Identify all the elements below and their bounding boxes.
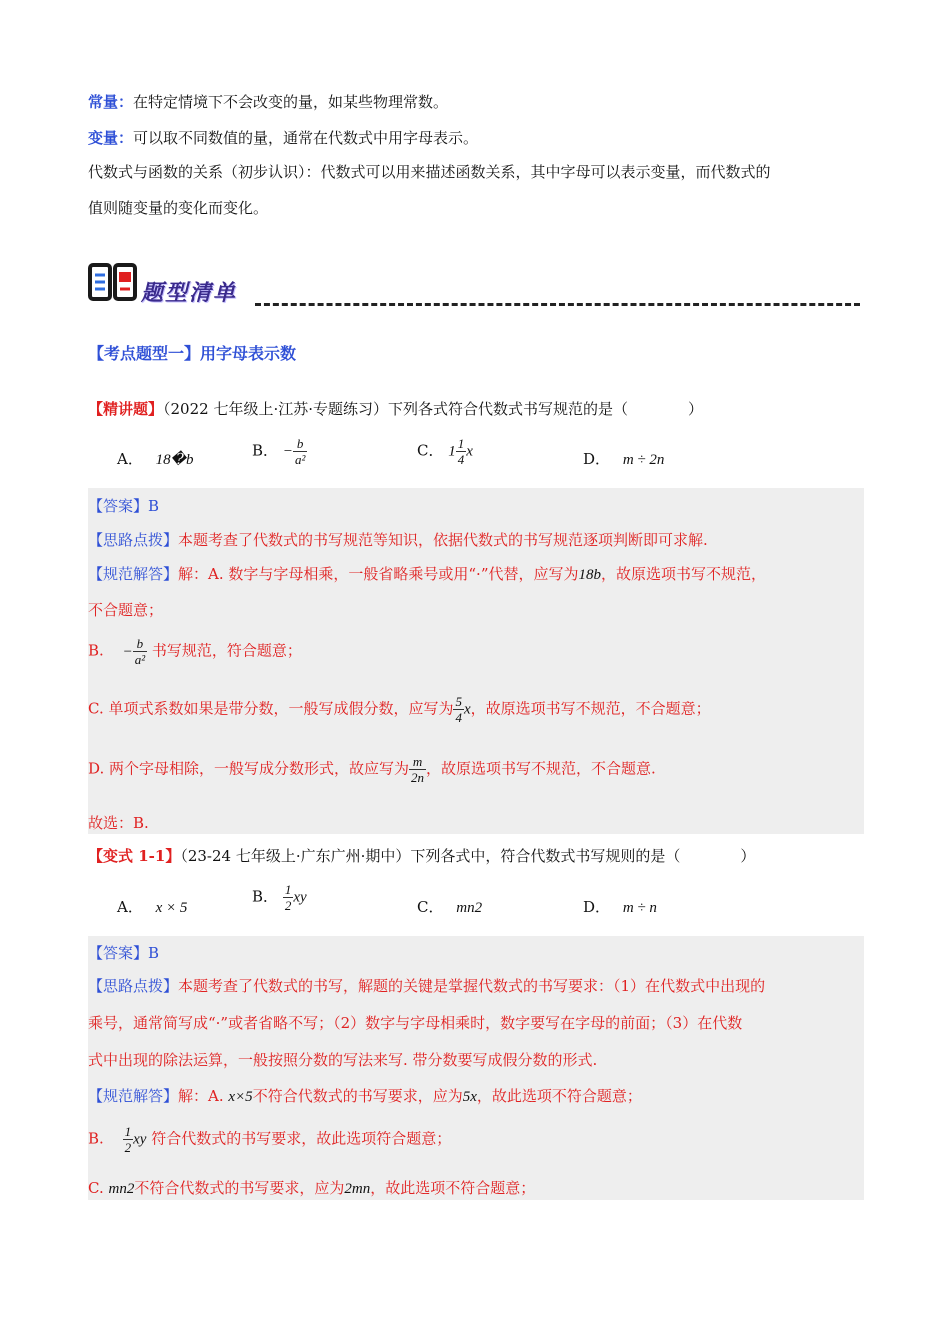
q1-option-a[interactable] <box>117 448 194 469</box>
q1-option-b-sign: − <box>282 443 293 460</box>
q2-solution-c-text2: ，故此选项不符合题意； <box>370 1179 536 1197</box>
q2-solution-a <box>88 1086 642 1107</box>
q1-solution-tag: 【规范解答】 <box>88 565 179 583</box>
const-text: 在特定情境下不会改变的量，如某些物理常数。 <box>133 93 449 111</box>
q1-solution-a-text2: ，故原选项书写不规范， <box>601 565 767 583</box>
q1-option-a-expr: 18�b <box>155 452 194 468</box>
q1-option-b-den: a² <box>294 452 306 467</box>
q1-solution-d-den: 2n <box>411 770 425 785</box>
q2-solution-b-label: B. <box>88 1129 104 1148</box>
q2-option-c-expr: mn2 <box>456 900 483 916</box>
q1-solution-c <box>88 694 711 725</box>
q2-tag: 【变式 1-1】 <box>88 847 181 865</box>
q2-solution-c-label: C. <box>88 1179 104 1197</box>
q1-solution-d <box>88 754 656 785</box>
var-label: 变量： <box>88 129 134 147</box>
q1-option-d-expr: m ÷ 2n <box>622 452 665 468</box>
const-definition <box>88 92 448 112</box>
q1-option-d-label: D． <box>583 450 611 468</box>
q1-tag: 【精讲题】 <box>88 400 164 418</box>
q2-solution-c <box>88 1178 535 1199</box>
q2-solution-tag: 【规范解答】 <box>88 1087 179 1105</box>
q1-solution-c-text2: ，故原选项书写不规范，不合题意； <box>470 699 711 718</box>
q1-option-d[interactable] <box>583 448 664 469</box>
q1-answer: 【答案】B <box>88 497 160 515</box>
q1-solution-c-den: 4 <box>455 710 462 725</box>
q2-answer: 【答案】B <box>88 944 160 962</box>
q1-solution-a <box>88 564 766 585</box>
q2-hint-line-1: 本题考查了代数式的书写，解题的关键是掌握代数式的书写要求：（1）在代数式中出现的 <box>178 977 766 995</box>
q1-solution-d-text2: ，故原选项书写不规范，不合题意. <box>426 759 656 778</box>
q2-solution-b-var: xy <box>133 1131 147 1148</box>
q1-option-c[interactable] <box>417 436 473 467</box>
q1-solution-d-num: m <box>409 754 426 770</box>
q2-option-d-label: D． <box>583 898 611 916</box>
q2-option-d-expr: m ÷ n <box>622 900 657 916</box>
q1-option-a-label: A． <box>117 450 143 468</box>
q1-solution-b-sign: − <box>122 643 133 660</box>
q2-solution-a-math2: 5x <box>462 1089 477 1105</box>
q1-option-b[interactable] <box>252 436 307 467</box>
const-label: 常量： <box>88 93 134 111</box>
q1-solution-b-text: 书写规范，符合题意； <box>151 641 302 660</box>
q2-solution-a-label: 解：A. <box>178 1087 224 1105</box>
q1-stem <box>88 399 703 419</box>
q2-hint-tag: 【思路点拨】 <box>88 977 179 995</box>
section-divider <box>255 303 860 306</box>
q2-solution-c-math: mn2 <box>108 1181 135 1197</box>
q2-option-b-num: 1 <box>284 882 292 897</box>
var-text: 可以取不同数值的量，通常在代数式中用字母表示。 <box>133 129 479 147</box>
q1-option-c-var: x <box>466 443 473 460</box>
q1-option-c-whole: 1 <box>448 443 456 460</box>
q2-solution-a-text2: ，故此选项不符合题意； <box>476 1087 642 1105</box>
q2-hint <box>88 976 765 996</box>
topic-title: 【考点题型一】用字母表示数 <box>88 344 297 363</box>
q1-solution-d-text: D. 两个字母相除，一般写成分数形式，故应写为 <box>88 759 410 778</box>
q1-choose: 故选：B. <box>88 814 149 832</box>
q2-solution-c-math2: 2mn <box>344 1181 371 1197</box>
q2-option-d[interactable] <box>583 896 657 917</box>
q1-option-c-den: 4 <box>457 452 465 467</box>
q1-solution-a-text: 解：A. 数字与字母相乘，一般省略乘号或用“·”代替，应写为 <box>178 565 579 583</box>
q2-solution-a-text: 不符合代数式的书写要求，应为 <box>252 1087 463 1105</box>
q1-option-b-label: B． <box>252 441 279 460</box>
q1-hint <box>88 530 708 550</box>
q1-solution-a-math: 18b <box>578 567 601 583</box>
q2-option-c[interactable] <box>417 896 482 917</box>
q2-option-b-label: B． <box>252 887 279 906</box>
q2-option-a-label: A． <box>117 898 143 916</box>
q1-option-c-num: 1 <box>457 436 465 451</box>
q1-solution-b-label: B. <box>88 641 104 660</box>
q2-hint-line-3: 式中出现的除法运算，一般按照分数的写法来写. 带分数要写成假分数的形式. <box>88 1051 598 1069</box>
q1-solution-b-den: a² <box>134 652 146 667</box>
q1-solution-b-num: b <box>133 636 147 652</box>
q2-solution-c-text: 不符合代数式的书写要求，应为 <box>134 1179 345 1197</box>
q1-option-b-num: b <box>293 436 307 452</box>
q2-solution-a-math: x×5 <box>228 1089 253 1105</box>
q2-option-b-var: xy <box>293 889 307 906</box>
relation-line-2: 值则随变量的变化而变化。 <box>88 199 269 217</box>
q2-stem-text: （23-24 七年级上·广东广州·期中）下列各式中，符合代数式书写规则的是（ ） <box>180 847 756 865</box>
section-title: 题型清单 <box>141 281 238 306</box>
q1-solution-c-var: x <box>463 701 471 718</box>
q2-solution-b-den: 2 <box>124 1140 132 1155</box>
q1-stem-text: （2022 七年级上·江苏·专题练习）下列各式符合代数式书写规范的是（ ） <box>163 400 703 418</box>
q2-option-a[interactable] <box>117 896 187 917</box>
relation-line-1: 代数式与函数的关系（初步认识）：代数式可以用来描述函数关系，其中字母可以表示变量，而代数式的 <box>88 163 771 181</box>
q2-option-c-label: C． <box>417 898 444 916</box>
q1-hint-text: 本题考查了代数式的书写规范等知识，依据代数式的书写规范逐项判断即可求解. <box>178 531 708 549</box>
q1-solution-c-text: C. 单项式系数如果是带分数，一般写成假分数，应写为 <box>88 699 454 718</box>
q2-solution-b <box>88 1124 451 1155</box>
open-book-icon <box>88 262 138 304</box>
q1-solution-b <box>88 636 302 667</box>
q2-option-b[interactable] <box>252 882 307 913</box>
q2-solution-b-text: 符合代数式的书写要求，故此选项符合题意； <box>151 1129 452 1148</box>
q1-hint-tag: 【思路点拨】 <box>88 531 179 549</box>
q2-stem <box>88 846 755 866</box>
q1-solution-c-num: 5 <box>455 694 462 709</box>
q2-solution-b-num: 1 <box>124 1124 132 1139</box>
q2-option-b-den: 2 <box>284 898 292 913</box>
q2-hint-line-2: 乘号，通常简写成“·”或者省略不写；（2）数字与字母相乘时，数字要写在字母的前面；（3）在代数 <box>88 1014 743 1032</box>
q2-option-a-expr: x × 5 <box>155 900 188 916</box>
q1-solution-a-cont: 不合题意； <box>88 601 164 619</box>
q1-option-c-label: C． <box>417 441 444 460</box>
var-definition <box>88 128 478 148</box>
